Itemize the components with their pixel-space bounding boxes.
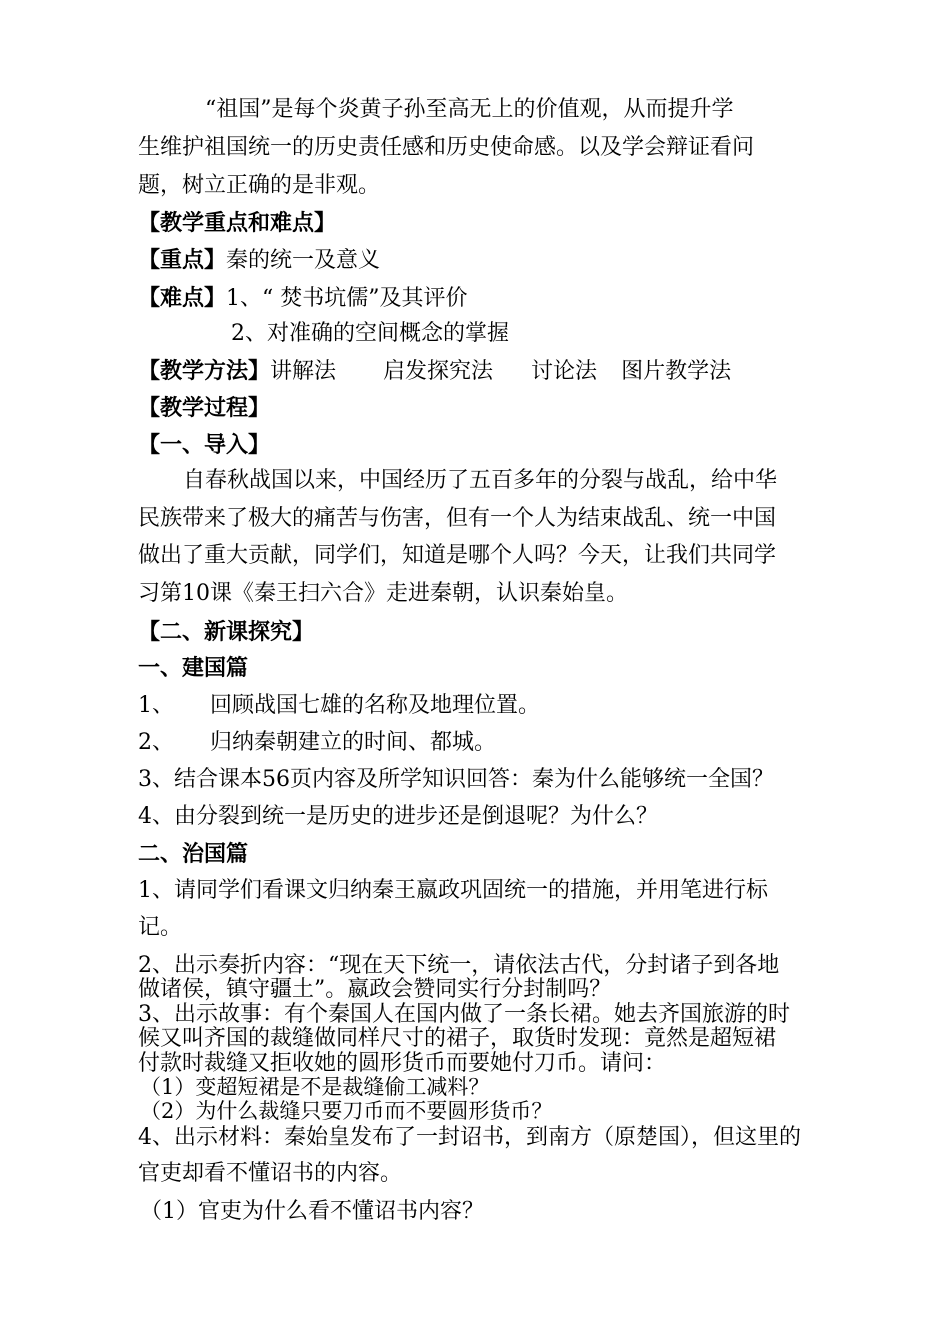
list-item (138, 729, 818, 757)
difficulty-label: 【难点】 (138, 285, 227, 311)
key-point-text: 秦的统一及意义 (226, 248, 381, 273)
key-point-label: 【重点】 (138, 247, 227, 273)
sub-question: （1）官吏为什么看不懂诏书内容？ (140, 1199, 484, 1224)
difficulty-row (138, 284, 818, 313)
heading-introduction: 【一、导入】 (138, 432, 271, 458)
heading-new-lesson: 【二、新课探究】 (138, 619, 315, 645)
list-text: 回顾战国七雄的名称及地理位置。 (210, 693, 541, 718)
list-item-continuation: 做诸侯，镇守疆土”。嬴政会赞同实行分封制吗？ (138, 977, 612, 1002)
list-item: 4、出示材料：秦始皇发布了一封诏书，到南方（原楚国），但这里的 (138, 1125, 801, 1150)
heading-founding: 一、建国篇 (138, 655, 249, 681)
method-item: 讨论法 (531, 359, 598, 384)
paragraph-line: 习第10课《秦王扫六合》走进秦朝，认识秦始皇。 (138, 581, 628, 606)
heading-key-points: 【教学重点和难点】 (138, 210, 337, 236)
heading-teaching-process: 【教学过程】 (138, 395, 271, 421)
list-item-continuation: 官吏却看不懂诏书的内容。 (138, 1161, 403, 1186)
list-item: 3、出示故事：有个秦国人在国内做了一条长裙。她去齐国旅游的时 (138, 1002, 790, 1027)
paragraph-line: 做出了重大贡献，同学们，知道是哪个人吗？今天，让我们共同学 (138, 543, 777, 568)
paragraph-line: 题，树立正确的是非观。 (138, 173, 381, 198)
method-item: 讲解法 (270, 359, 337, 384)
list-item-continuation: 候又叫齐国的裁缝做同样尺寸的裙子，取货时发现：竟然是超短裙 (138, 1026, 777, 1051)
method-label: 【教学方法】 (138, 358, 271, 384)
method-item: 启发探究法 (383, 359, 494, 384)
list-item (138, 692, 818, 720)
list-item-continuation: 付款时裁缝又拒收她的圆形货币而要她付刀币。请问： (138, 1051, 667, 1076)
paragraph-line: 民族带来了极大的痛苦与伤害，但有一个人为结束战乱、统一中国 (138, 506, 777, 531)
list-number: 1、 (138, 693, 174, 718)
list-item: 4、由分裂到统一是历史的进步还是倒退呢？为什么？ (138, 804, 658, 829)
heading-governance: 二、治国篇 (138, 841, 249, 867)
method-item: 图片教学法 (621, 359, 732, 384)
sub-question: （1）变超短裙是不是裁缝偷工减料？ (140, 1075, 490, 1099)
difficulty-item-2: 2、对准确的空间概念的掌握 (231, 321, 509, 346)
list-text: 归纳秦朝建立的时间、都城。 (210, 730, 497, 755)
list-item: 2、出示奏折内容：“现在天下统一，请依法古代，分封诸子到各地 (138, 953, 780, 978)
list-item-continuation: 记。 (138, 915, 183, 940)
method-row (138, 357, 818, 386)
paragraph-line: “祖国”是每个炎黄子孙至高无上的价值观，从而提升学 (205, 97, 734, 122)
key-point-row (138, 246, 818, 275)
difficulty-item-1: 1、“ 焚书坑儒”及其评价 (226, 286, 468, 311)
sub-question: （2）为什么裁缝只要刀币而不要圆形货币？ (140, 1099, 553, 1123)
paragraph-line: 自春秋战国以来，中国经历了五百多年的分裂与战乱，给中华 (183, 468, 778, 493)
list-item: 1、请同学们看课文归纳秦王嬴政巩固统一的措施，并用笔进行标 (138, 878, 768, 903)
paragraph-line: 生维护祖国统一的历史责任感和历史使命感。以及学会辩证看问 (138, 135, 755, 160)
list-item: 3、结合课本56页内容及所学知识回答：秦为什么能够统一全国？ (138, 767, 774, 792)
list-number: 2、 (138, 730, 174, 755)
